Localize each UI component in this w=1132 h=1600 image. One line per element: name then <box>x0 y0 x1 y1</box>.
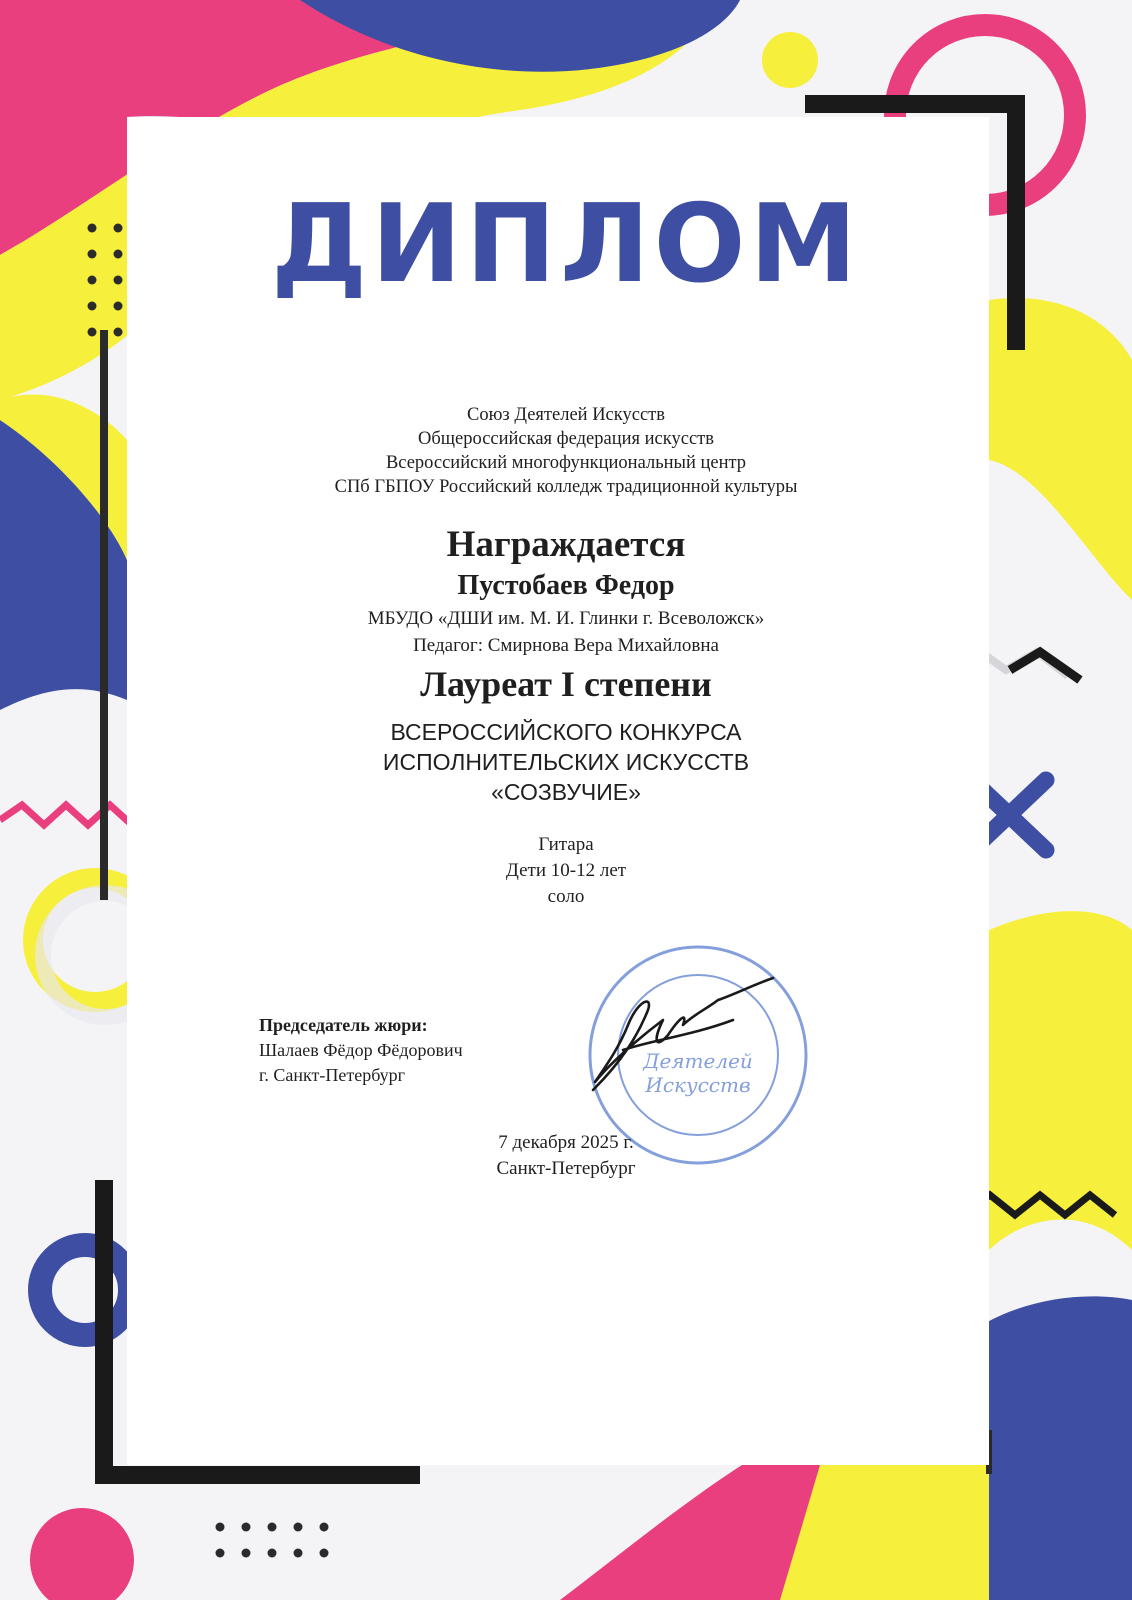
recipient-name: Пустобаев Федор <box>457 570 675 601</box>
nomination-format: соло <box>547 886 585 907</box>
contest-line: ИСПОЛНИТЕЛЬСКИХ ИСКУССТВ <box>382 749 750 775</box>
issue-city: Санкт-Петербург <box>496 1158 636 1179</box>
recipient-school: МБУДО «ДШИ им. М. И. Глинки г. Всеволожск» <box>367 608 765 629</box>
jury-chair-name: Шалаев Фёдор Фёдорович <box>259 1040 463 1060</box>
jury-chair-label: Председатель жюри: <box>259 1015 428 1035</box>
contest-line: ВСЕРОССИЙСКОГО КОНКУРСА <box>390 719 742 745</box>
seal-text: Искусств <box>645 1073 751 1097</box>
award-title: Лауреат I степени <box>420 664 712 704</box>
organizer-line: Общероссийская федерация искусств <box>418 429 714 449</box>
diploma-title: ДИПЛОМ <box>271 182 861 307</box>
nomination-age: Дети 10-12 лет <box>505 860 627 881</box>
nomination-instrument: Гитара <box>538 834 594 855</box>
issue-date: 7 декабря 2025 г. <box>498 1132 634 1153</box>
organizer-line: Всероссийский многофункциональный центр <box>385 453 747 473</box>
organizer-line: СПб ГБПОУ Российский колледж традиционной культуры <box>334 477 798 497</box>
seal-text: Деятелей <box>643 1049 753 1073</box>
contest-line: «СОЗВУЧИЕ» <box>491 779 641 805</box>
organizer-line: Союз Деятелей Искусств <box>467 405 665 425</box>
recipient-teacher: Педагог: Смирнова Вера Михайловна <box>413 635 719 656</box>
awarded-heading: Награждается <box>446 524 686 565</box>
jury-chair-city: г. Санкт-Петербург <box>259 1065 406 1085</box>
